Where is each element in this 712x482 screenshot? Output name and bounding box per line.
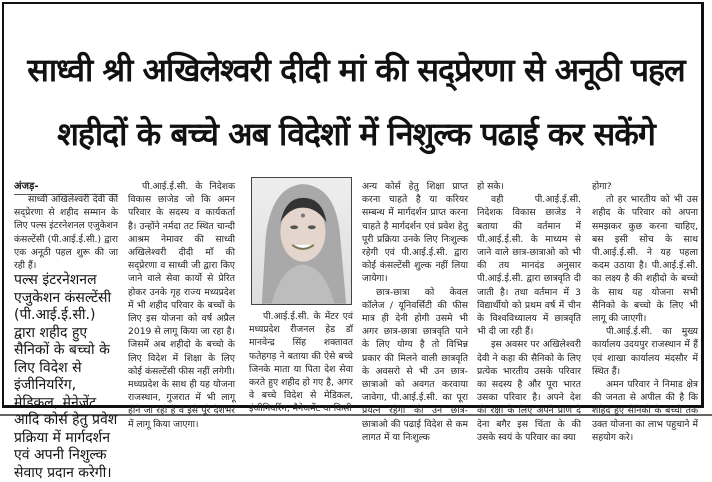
paragraph: पी.आई.ई.सी. का मुख्य कार्यालय उदयपुर राजस्थान में हैं एवं शाखा कार्यालय मंदसौर में स्थित हैं। — [592, 326, 698, 377]
paragraph: पी.आई.ई.सी. के मेंटर एवं मध्यप्रदेश रीजनल हेड डॉ मानवेन्द्र सिंह शक्तावत फतेहगड़ ने बताया की ऐसे बच्चे जिनके माता या पिता देश सेवा करते हुए शहीद हो गए है, अगर वे बच्चे विदेश से मेडिकल, इंजीनियरिंग, मैनेजमेंट या किसी — [249, 311, 353, 415]
paragraph: तो हर भारतीय को भी उस शहीद के परिवार को अपना समझकर कुछ करना चाहिए, बस इसी सोच के साथ पी.आई.ई.सी. ने यह पहला कदम उठाया है। पी.आई.ई.सी. का लक्ष्य है की शहीदो के बच्चो के साथ यह योजना सभी सैनिको के बच्चो के लिए भी लागू की जाएगी। — [592, 194, 698, 325]
paragraph: होगा? — [592, 181, 612, 192]
paragraph: साध्वी अखिलेश्वरी देवी की सद्प्रेरणा से शहीद सम्मान के लिए पल्स इंटरनेशनल एजुकेशन कंसल्टेंसी (पी.आई.ई.सी.) द्वारा एक अनूठी पहल शुरू की जा रही हैं। — [14, 194, 119, 272]
paragraph: वही पी.आई.ई.सी. निदेशक विकास छाजेड ने बताया की वर्तमान में पी.आई.ई.सी. के माध्यम से जाने वाले छात्र-छात्राओ को भी की तय मानदंड अनुसार पी.आई.ई.सी. द्वारा छात्रवृति दी जाती है। तथा वर्तमान में 3 विद्यार्थीयो को प्रथम वर्ष में चीन के विश्वविध्यालय में छात्रवृति भी दी जा रही हैं। — [477, 194, 581, 338]
photo-caption-column — [249, 310, 353, 416]
dateline: अंजड़- — [14, 178, 118, 195]
paragraph: पी.आई.ई.सी. के निदेशक विकास छाजेड जो कि अमन परिवार के सदस्य व कार्यकर्ता है। उन्होंने नर्मदा तट स्थित चान्दी आश्रम नेमावर की साध्वी अखिलेश्वरी दीदी माँ की सद्प्रेरणा व साध्वी जी द्वारा किए जाने वाले सेवा कार्यो से प्रेरित होकर उनके गृह राज्य मध्यप्रदेश में भी शहीद परिवार के बच्चों के लिए इस योजना को वर्ष अप्रैल 2019 से लागू किया जा रहा है। जिसमें अब शहीदो के बच्चो के लिए विदेश में शिक्षा के लिए कोई कंसल्टेंसी फीस नहीं लगेगी। मध्यप्रदेश के साथ ही यह योजना राजस्थान, गुजरात में भी लागू होने जा रही है व इसे पूरे देशभर में लागू किया जाएगा। — [128, 181, 235, 430]
portrait-photo-icon — [252, 178, 351, 304]
highlight-paragraph: पल्स इंटरनेशनल एजुकेशन कंसल्टेंसी (पी.आई.ई.सी.) द्वारा शहीद हुए सैनिकों के बच्चो के लिए विदेश से इंजीनियरिंग, मेडिकल, मेनेजेंट आदि कोर्स हेतु प्रवेश प्रक्रिया में मार्गदर्शन एवं अपनी निशुल्क सेवाए प्रदान करेगी। — [14, 272, 118, 481]
paragraph: इस अवसर पर अखिलेश्वरी देवी ने कहा की सैनिको के लिए प्रत्येक भारतीय उसके परिवार का सदस्य है और पूरा भारत उसका परिवार है। अपने देश की रक्षा के लिए अपने प्राण दे देना बगैर इस चिंता के की उसके स्वयं के परिवार का क्या — [477, 339, 581, 443]
paragraph: हो सके। — [477, 181, 504, 192]
column-2 — [128, 180, 235, 431]
paragraph: छात्र-छात्रा को केवल कॉलेज / यूनिवर्सिटी की फीस मात्र ही देनी होगी उसमे भी अगर छात्र-छात्रा छात्रवृति पाने के लिए योग्य है तो विभिन्न प्रकार की मिलने वाली छात्रवृति के अवसरो से भी उन छात्र-छात्राओ को अवगत करवाया जावेगा, पी.आई.ई.सी. का पूरा प्रयत्न रहेगा की उन छात्र-छात्राओ की पढाई विदेश से कम लागत में या निःशुल्क — [362, 286, 468, 443]
column-5 — [477, 180, 581, 444]
headline-line-2: शहीदों के बच्चे अब विदेशों में निशुल्क पढाई कर सकेंगे — [57, 115, 655, 153]
headline-block — [8, 40, 704, 164]
column-4 — [362, 180, 468, 444]
column-1 — [14, 193, 118, 482]
headline-line-1: साध्वी श्री अखिलेश्वरी दीदी मां की सद्प्रेरणा से अनूठी पहल — [27, 51, 685, 89]
column-6 — [592, 180, 698, 444]
paragraph: अन्य कोर्स हेतु शिक्षा प्राप्त करना चाहते है या करियर सम्बन्ध में मार्गदर्शन प्राप्त करना चाहते है मार्गदर्शन एवं प्रवेश हेतु पूरी प्रक्रिया उनके लिए निःशुल्क रहेगी एवं पी.आई.ई.सी. द्वारा कोई कंसल्टेंसी शुल्क नहीं लिया जायेगा। — [362, 181, 468, 285]
portrait-photo — [251, 177, 352, 305]
paragraph: अमन परिवार ने निमाड क्षेत्र की जनता से अपील की है कि शहिद हुए सैनिकों के बच्चो तक उक्त योजना का लाभ पहुचाने में सहयोग करे। — [592, 379, 698, 443]
